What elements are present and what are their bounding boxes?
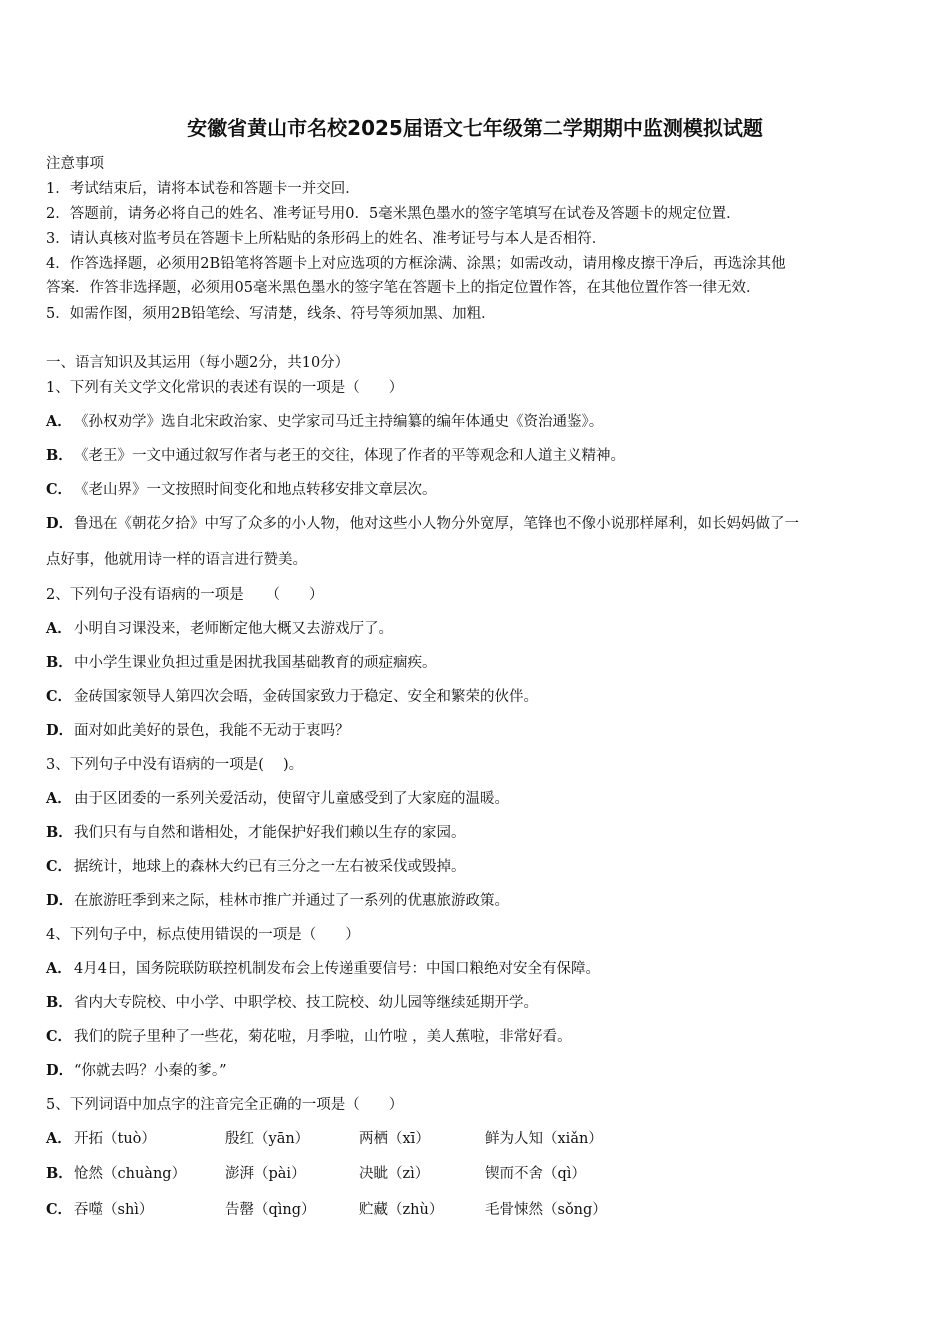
option-d [46,719,350,740]
option-letter: C． [46,481,73,498]
option-a [46,617,393,638]
option-c [46,685,538,706]
option-a [46,410,603,431]
option-text: 鲁迅在《朝花夕拾》中写了众多的小人物，他对这些小人物分外宽厚，笔锋也不像小说那样犀利，如长妈妈做了一 [74,516,799,532]
option-letter: A． [46,960,72,977]
question-stem: 3、下列句子中没有语病的一项是( )。 [46,757,304,773]
option-letter: D． [46,722,74,739]
option-letter: A． [46,620,72,637]
option-text: 由于区团委的一系列关爱活动，使留守儿童感受到了大家庭的温暖。 [74,791,509,807]
option-text: 金砖国家领导人第四次会晤，金砖国家致力于稳定、安全和繁荣的伙伴。 [74,689,538,705]
option-c [46,855,466,876]
option-a [46,787,509,808]
option-letter: B． [46,824,73,841]
option-d [46,1059,227,1080]
option-c [46,1025,572,1046]
option-text: 中小学生课业负担过重是困扰我国基础教育的顽症痼疾。 [74,655,437,671]
word-cell: 毛骨悚然（sǒng） [485,1202,607,1218]
option-text: 在旅游旺季到来之际，桂林市推广并通过了一系列的优惠旅游政策。 [74,893,509,909]
notice-item: 1．考试结束后，请将本试卷和答题卡一并交回． [46,181,360,197]
option-letter: D． [46,892,74,909]
notice-item: 4．作答选择题，必须用2B铅笔将答题卡上对应选项的方框涂满、涂黑；如需改动，请用橡皮擦干净后，再选涂其他 [46,256,786,272]
option-text: 我们的院子里种了一些花，菊花啦，月季啦，山竹啦 ，美人蕉啦，非常好看。 [74,1029,572,1045]
option-letter: B． [46,1165,73,1182]
notice-heading: 注意事项 [46,156,104,172]
word-cell: 锲而不舍（qì） [485,1166,586,1182]
option-d [46,512,799,533]
option-letter: B． [46,994,73,1011]
option-b [46,651,437,672]
option-letter: B． [46,654,73,671]
option-a [46,957,600,978]
option-b [46,821,466,842]
word-cell: 开拓（tuò） [74,1131,156,1147]
option-letter: A． [46,413,72,430]
option-text: 《孙权劝学》选自北宋政治家、史学家司马迁主持编纂的编年体通史《资治通鉴》。 [74,414,604,430]
option-letter: C． [46,1028,73,1045]
option-letter: D． [46,515,74,532]
word-cell: 澎湃（pài） [225,1166,306,1182]
question-stem: 5、下列词语中加点字的注音完全正确的一项是（ ） [46,1097,404,1113]
option-letter: A． [46,1130,72,1147]
option-text: 4月4日，国务院联防联控机制发布会上传递重要信号：中国口粮绝对安全有保障。 [74,961,600,977]
option-d [46,889,509,910]
option-letter: D． [46,1062,74,1079]
question-stem: 1、下列有关文学文化常识的表述有误的一项是（ ） [46,380,404,396]
option-d-continued: 点好事，他就用诗一样的语言进行赞美。 [46,552,307,568]
option-b [46,991,538,1012]
option-letter: C． [46,858,73,875]
word-cell: 怆然（chuàng） [74,1166,187,1182]
notice-item: 答案．作答非选择题，必须用05毫米黑色墨水的签字笔在答题卡上的指定位置作答，在其他位置作答一律无效． [46,280,761,296]
option-text: 我们只有与自然和谐相处，才能保护好我们赖以生存的家园。 [74,825,466,841]
option-letter: B． [46,447,73,464]
word-cell: 吞噬（shì） [74,1202,154,1218]
option-text: “你就去吗？小秦的爹。” [74,1063,227,1079]
question-stem: 4、下列句子中，标点使用错误的一项是（ ） [46,927,360,943]
notice-item: 5．如需作图，须用2B铅笔绘、写清楚，线条、符号等须加黑、加粗． [46,306,496,322]
option-text: 据统计，地球上的森林大约已有三分之一左右被采伐或毁掉。 [74,859,466,875]
word-cell: 两栖（xī） [359,1131,430,1147]
exam-title: 安徽省黄山市名校2025届语文七年级第二学期期中监测模拟试题 [187,116,763,140]
option-text: 面对如此美好的景色，我能不无动于衷吗？ [74,723,350,739]
word-cell: 殷红（yān） [225,1131,310,1147]
notice-item: 3．请认真核对监考员在答题卡上所粘贴的条形码上的姓名、准考证号与本人是否相符． [46,231,607,247]
option-c [46,478,437,499]
word-cell: 贮藏（zhù） [359,1202,444,1218]
option-text: 《老王》一文中通过叙写作者与老王的交往，体现了作者的平等观念和人道主义精神。 [74,448,625,464]
option-text: 小明自习课没来，老师断定他大概又去游戏厅了。 [74,621,393,637]
option-b [46,444,625,465]
option-text: 《老山界》一文按照时间变化和地点转移安排文章层次。 [74,482,437,498]
option-letter: C． [46,1201,73,1218]
word-cell: 鲜为人知（xiǎn） [485,1131,603,1147]
option-letter: A． [46,790,72,807]
option-letter: C． [46,688,73,705]
question-stem: 2、下列句子没有语病的一项是 （ ） [46,587,324,603]
option-text: 省内大专院校、中小学、中职学校、技工院校、幼儿园等继续延期开学。 [74,995,538,1011]
notice-item: 2．答题前，请务必将自己的姓名、准考证号用0．5毫米黑色墨水的签字笔填写在试卷及答题卡的规定位置． [46,206,741,222]
word-cell: 告罄（qìng） [225,1202,316,1218]
section-heading: 一、语言知识及其运用（每小题2分，共10分） [46,355,350,371]
word-cell: 决眦（zì） [359,1166,430,1182]
